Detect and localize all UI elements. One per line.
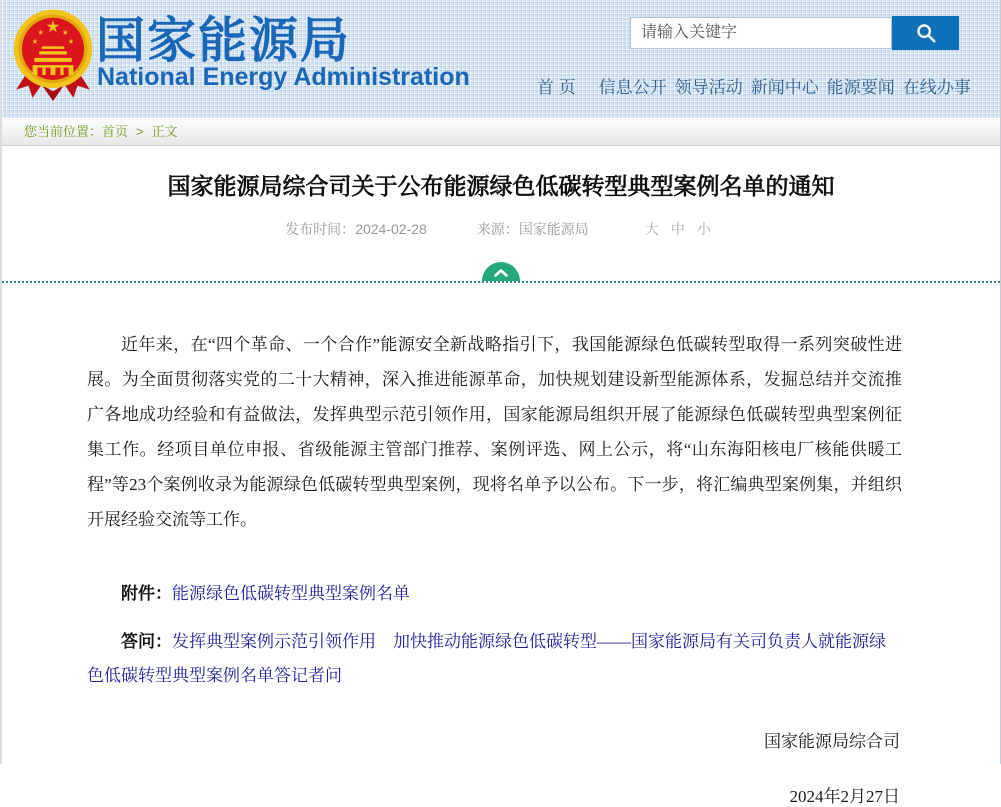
article-meta — [2, 219, 1000, 239]
qa-link[interactable]: 发挥典型案例示范引领作用 加快推动能源绿色低碳转型——国家能源局有关司负责人就能源绿色低碳转型典型案例名单答记者问 — [87, 632, 886, 685]
attachment-link[interactable]: 能源绿色低碳转型典型案例名单 — [172, 584, 410, 603]
qa-label: 答问： — [121, 632, 172, 651]
breadcrumb-current: 正文 — [151, 124, 178, 139]
font-size-small-button[interactable]: 小 — [696, 221, 711, 237]
nav-item-news-center[interactable]: 新闻中心 — [750, 78, 819, 97]
font-size-large-button[interactable]: 大 — [644, 221, 659, 237]
source-label: 来源： — [476, 221, 519, 237]
qa-line — [87, 625, 902, 693]
breadcrumb — [2, 118, 1000, 146]
search-button[interactable] — [892, 16, 959, 50]
attachment-label: 附件： — [121, 584, 172, 603]
chevron-up-icon — [494, 269, 508, 277]
article — [2, 168, 1000, 807]
document-date: 2024年2月27日 — [789, 787, 900, 806]
search-input[interactable] — [630, 17, 892, 49]
site-header — [2, 0, 1000, 118]
article-source — [477, 219, 589, 239]
signature: 国家能源局综合司 — [764, 732, 900, 751]
nav-item-leader-activities[interactable]: 领导活动 — [674, 78, 743, 97]
main-nav — [537, 73, 971, 98]
nav-item-info-disclosure[interactable]: 信息公开 — [598, 78, 667, 97]
content-divider — [2, 263, 1000, 283]
breadcrumb-prefix: 您当前位置： — [24, 124, 103, 139]
attachment-line — [87, 577, 902, 611]
article-paragraph: 近年来，在“四个革命、一个合作”能源安全新战略指引下，我国能源绿色低碳转型取得一系列突破性进展。为全面贯彻落实党的二十大精神，深入推进能源革命，加快规划建设新型能源体系，发掘总结并交流推广各地成功经验和有益做法，发挥典型示范引领作用，国家能源局组织开展了能源绿色低碳转型典型案例征集工作。经项目单位申报、省级能源主管部门推荐、案例评选、网上公示，将“山东海阳核电厂核能供暖工程”等23个案例收录为能源绿色低碳转型典型案例，现将名单予以公布。下一步，将汇编典型案例集，并组织开展经验交流等工作。 — [87, 335, 902, 529]
site-subtitle: National Energy Administration — [97, 63, 470, 91]
national-emblem-icon — [12, 8, 94, 106]
publish-time-label: 发布时间： — [285, 221, 356, 237]
publish-time-value: 2024-02-28 — [355, 221, 427, 237]
site-title: 国家能源局 — [96, 14, 352, 68]
nav-item-energy-news[interactable]: 能源要闻 — [826, 78, 895, 97]
article-title: 国家能源局综合司关于公布能源绿色低碳转型典型案例名单的通知 — [167, 173, 835, 199]
font-size-controls — [639, 219, 717, 239]
collapse-button[interactable] — [482, 262, 520, 281]
publish-time — [285, 219, 427, 239]
nav-item-home[interactable]: 首 页 — [537, 78, 576, 97]
search-icon — [915, 22, 937, 44]
font-size-medium-button[interactable]: 中 — [670, 221, 685, 237]
nav-item-online-services[interactable]: 在线办事 — [902, 78, 971, 97]
source-value: 国家能源局 — [518, 221, 589, 237]
breadcrumb-home-link[interactable]: 首页 — [102, 124, 129, 139]
breadcrumb-separator: > — [136, 124, 144, 139]
